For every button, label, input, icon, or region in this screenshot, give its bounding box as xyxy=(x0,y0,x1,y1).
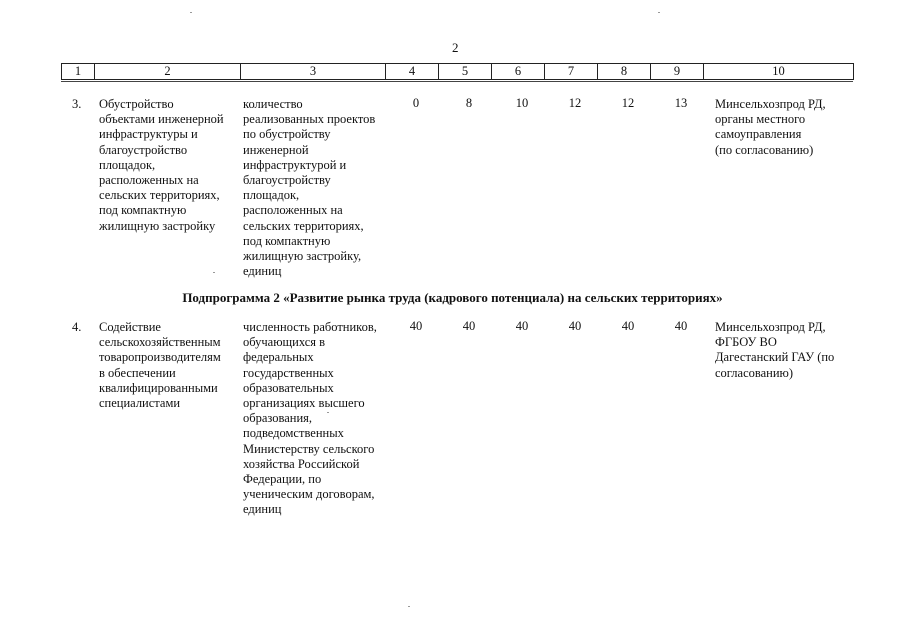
indicator-name: численность работников, обучающихся в федеральных государственных образовательных организациях высшего образования, подведомственных Министерству сельского хозяйства Российской Федерации, по ученическим договорам, единиц xyxy=(243,320,377,517)
scan-speck xyxy=(408,606,410,607)
value-col-9: 40 xyxy=(674,319,688,333)
column-number-1: 1 xyxy=(62,64,95,80)
row-index: 3. xyxy=(72,97,82,111)
column-number-4: 4 xyxy=(386,64,439,80)
value-col-8: 40 xyxy=(621,319,635,333)
executor: Минсельхозпрод РД, ФГБОУ ВО Дагестанский ГАУ (по согласованию) xyxy=(715,320,835,380)
event-name: Обустройство объектами инженерной инфраструктуры и благоустройство площадок, расположенных на сельских территориях, под компактную жилищную застройку xyxy=(99,97,224,233)
scan-speck xyxy=(213,272,215,273)
header-underline xyxy=(61,81,853,82)
value-col-6: 10 xyxy=(515,96,529,110)
column-number-7: 7 xyxy=(545,64,598,80)
column-number-10: 10 xyxy=(704,64,854,80)
indicator-name: количество реализованных проектов по обустройству инженерной инфраструктурой и благоустройству площадок, расположенных на сельских территориях, под компактную жилищную застройку, единиц xyxy=(243,97,376,279)
event-name: Содействие сельскохозяйственным товаропроизводителям в обеспечении квалифицированными специалистами xyxy=(99,320,221,411)
column-number-2: 2 xyxy=(95,64,241,80)
column-number-6: 6 xyxy=(492,64,545,80)
value-col-9: 13 xyxy=(674,96,688,110)
scan-speck xyxy=(658,12,660,13)
row-index: 4. xyxy=(72,320,82,334)
executor: Минсельхозпрод РД, органы местного самоуправления (по согласованию) xyxy=(715,97,826,157)
scan-speck xyxy=(327,412,329,413)
value-col-7: 12 xyxy=(568,96,582,110)
column-number-9: 9 xyxy=(651,64,704,80)
subprogram-title: Подпрограмма 2 «Развитие рынка труда (кадрового потенциала) на сельских территориях» xyxy=(182,290,723,305)
column-number-3: 3 xyxy=(241,64,386,80)
value-col-5: 8 xyxy=(465,96,473,110)
value-col-4: 40 xyxy=(409,319,423,333)
page-number: 2 xyxy=(452,40,459,55)
column-number-header xyxy=(61,63,854,80)
value-col-6: 40 xyxy=(515,319,529,333)
scan-speck xyxy=(190,12,192,13)
column-number-8: 8 xyxy=(598,64,651,80)
value-col-8: 12 xyxy=(621,96,635,110)
value-col-5: 40 xyxy=(462,319,476,333)
value-col-7: 40 xyxy=(568,319,582,333)
column-number-5: 5 xyxy=(439,64,492,80)
value-col-4: 0 xyxy=(412,96,420,110)
